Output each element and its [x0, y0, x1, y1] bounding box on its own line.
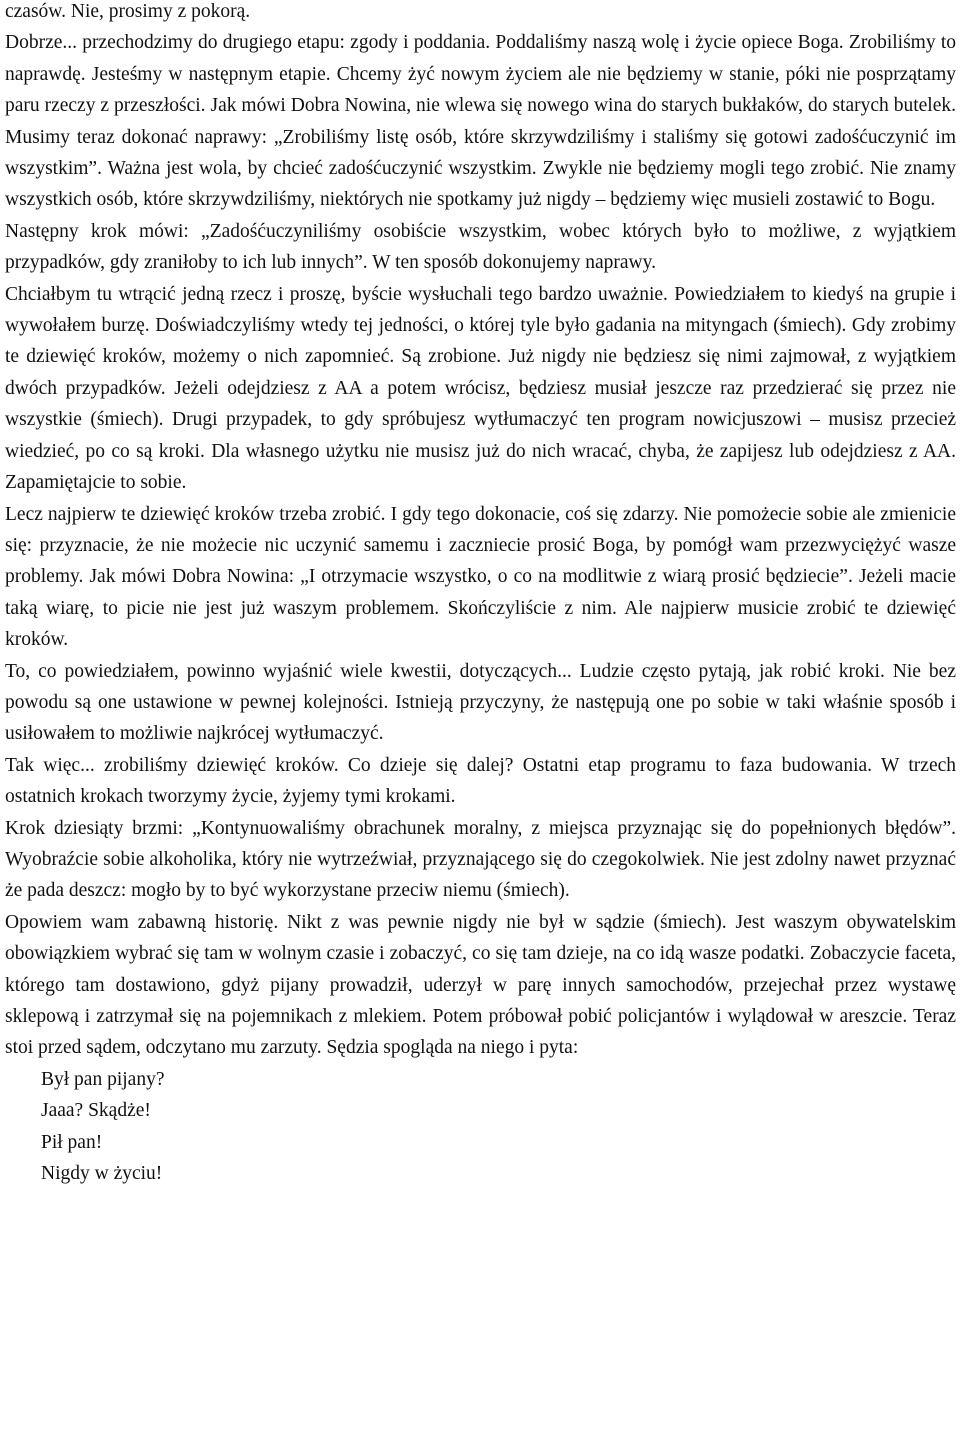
dialogue-line: Jaaa? Skądże!: [41, 1100, 151, 1122]
paragraph: czasów. Nie, prosimy z pokorą.: [5, 1, 251, 22]
dialogue-line: Nigdy w życiu!: [41, 1163, 163, 1185]
paragraph: To, co powiedziałem, powinno wyjaśnić wiele kwestii, dotyczących... Ludzie często pytają, jak robić kroki. Nie bez powodu są one ustawione w pewnej kolejności. Istnieją przyczyny, że następują one po sobie w taki właśnie sposób i usiłowałem to możliwie najkrócej wytłumaczyć.: [5, 660, 956, 745]
dialogue-line: Pił pan!: [41, 1131, 103, 1153]
paragraph: Tak więc... zrobiliśmy dziewięć kroków. Co dzieje się dalej? Ostatni etap programu to faza budowania. W trzech ostatnich krokach tworzymy życie, żyjemy tymi krokami.: [5, 754, 956, 808]
paragraph: Następny krok mówi: „Zadośćuczyniliśmy osobiście wszystkim, wobec których było to możliwe, z wyjątkiem przypadków, gdy zraniłoby to ich lub innych”. W ten sposób dokonujemy naprawy.: [5, 220, 956, 274]
paragraph: Chciałbym tu wtrącić jedną rzecz i proszę, byście wysłuchali tego bardzo uważnie. Powiedziałem to kiedyś na grupie i wywołałem burzę. Doświadczyliśmy wtedy tej jedności, o której tyle było gadania na mityngach (śmiech). Gdy zrobimy te dziewięć kroków, możemy o nich zapomnieć. Są zrobione. Już nigdy nie będziesz się nimi zajmował, z wyjątkiem dwóch przypadków. Jeżeli odejdziesz z AA a potem wrócisz, będziesz musiał jeszcze raz przedzierać się przez nie wszystkie (śmiech). Drugi przypadek, to gdy spróbujesz wytłumaczyć ten program nowicjuszowi – musisz przecież wiedzieć, po co są kroki. Dla własnego użytku nie musisz już do nich wracać, chyba, że zapijesz lub odejdziesz z AA. Zapamiętajcie to sobie.: [5, 283, 956, 494]
paragraph: Krok dziesiąty brzmi: „Kontynuowaliśmy obrachunek moralny, z miejsca przyznając się do popełnionych błędów”. Wyobraźcie sobie alkoholika, który nie wytrzeźwiał, przyznającego się do czegokolwiek. Nie jest zdolny nawet przyznać że pada deszcz: mogło by to być wykorzystane przeciw niemu (śmiech).: [5, 817, 956, 902]
paragraph: Opowiem wam zabawną historię. Nikt z was pewnie nigdy nie był w sądzie (śmiech). Jest waszym obywatelskim obowiązkiem wybrać się tam w wolnym czasie i zobaczyć, co się tam dzieje, na co idą wasze podatki. Zobaczycie faceta, którego tam dostawiono, gdyż pijany prowadził, uderzył w parę innych samochodów, przejechał przez wystawę sklepową i zatrzymał się na pojemnikach z mlekiem. Potem próbował pobić policjantów i wylądował w areszcie. Teraz stoi przed sądem, odczytano mu zarzuty. Sędzia spogląda na niego i pyta:: [5, 911, 956, 1059]
paragraph: Lecz najpierw te dziewięć kroków trzeba zrobić. I gdy tego dokonacie, coś się zdarzy. Nie pomożecie sobie ale zmienicie się: przyznacie, że nie możecie nic uczynić samemu i zaczniecie prosić Boga, by pomógł wam przezwyciężyć wasze problemy. Jak mówi Dobra Nowina: „I otrzymacie wszystko, o co na modlitwie z wiarą prosić będziecie”. Jeżeli macie taką wiarę, to picie nie jest już waszym problemem. Skończyliście z nim. Ale najpierw musicie zrobić te dziewięć kroków.: [5, 503, 956, 651]
dialogue-line: Był pan pijany?: [41, 1068, 165, 1090]
paragraph: Dobrze... przechodzimy do drugiego etapu: zgody i poddania. Poddaliśmy naszą wolę i życie opiece Boga. Zrobiliśmy to naprawdę. Jesteśmy w następnym etapie. Chcemy żyć nowym życiem ale nie będziemy w stanie, póki nie posprzątamy paru rzeczy z przeszłości. Jak mówi Dobra Nowina, nie wlewa się nowego wina do starych bukłaków, do starych butelek. Musimy teraz dokonać naprawy: „Zrobiliśmy listę osób, które skrzywdziliśmy i staliśmy się gotowi zadośćuczynić im wszystkim”. Ważna jest wola, by chcieć zadośćuczynić wszystkim. Zwykle nie będziemy mogli tego zrobić. Nie znamy wszystkich osób, które skrzywdziliśmy, niektórych nie spotkamy już nigdy – będziemy więc musieli zostawić to Bogu.: [5, 32, 956, 211]
